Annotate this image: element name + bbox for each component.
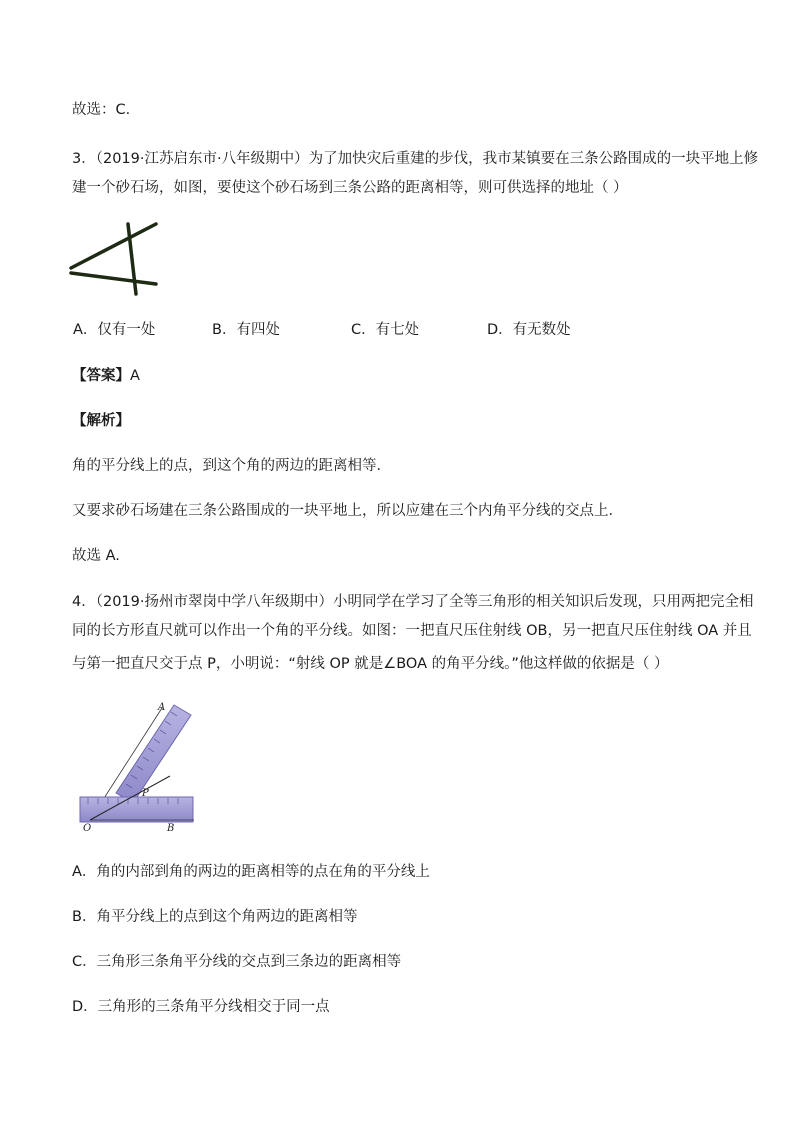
horizontal-ruler	[80, 797, 193, 822]
q4-stem-line-2: 同的长方形直尺就可以作出一个角的平分线。如图：一把直尺压住射线 OB，另一把直尺压住射线 OA 并且	[72, 623, 752, 639]
q3-analysis-line-1: 角的平分线上的点，到这个角的两边的距离相等．	[72, 458, 391, 474]
tilted-ruler	[116, 705, 191, 803]
road-line-1	[71, 224, 156, 268]
label-a: A	[158, 702, 166, 713]
q3-analysis-line-3: 故选 A.	[72, 548, 120, 564]
q3-three-roads-figure	[68, 220, 160, 300]
q4-option-c: C．三角形三条角平分线的交点到三条边的距离相等	[72, 954, 402, 970]
q4-two-rulers-figure	[74, 700, 204, 838]
q3-analysis-line-2: 又要求砂石场建在三条公路围成的一块平地上，所以应建在三个内角平分线的交点上．	[72, 503, 623, 519]
q3-answer	[72, 366, 140, 386]
q4-stem-line-1: 4．（2019·扬州市翠岗中学八年级期中）小明同学在学习了全等三角形的相关知识后发现，只用两把完全相	[72, 594, 754, 610]
previous-answer: 故选：C．	[72, 102, 141, 118]
q3-stem-line-1: 3．（2019·江苏启东市·八年级期中）为了加快灾后重建的步伐，我市某镇要在三条公路围成的一块平地上修	[72, 151, 759, 167]
q3-option-d: D．有无数处	[487, 322, 571, 338]
q3-option-c: C．有七处	[351, 322, 420, 338]
q3-analysis-tag: 【解析】	[72, 413, 130, 429]
q4-option-a: A．角的内部到角的两边的距离相等的点在角的平分线上	[72, 864, 430, 880]
q3-option-a: A．仅有一处	[73, 322, 156, 338]
q4-option-b: B．角平分线上的点到这个角两边的距离相等	[72, 909, 358, 925]
q4-stem-line-3: 与第一把直尺交于点 P，小明说：“射线 OP 就是∠BOA 的角平分线。”他这样做的依据是（ ）	[72, 656, 669, 672]
label-o: O	[83, 823, 92, 834]
road-line-3	[71, 273, 156, 284]
q3-stem-line-2: 建一个砂石场，如图，要使这个砂石场到三条公路的距离相等，则可供选择的地址（ ）	[72, 180, 628, 196]
q4-option-d: D．三角形的三条角平分线相交于同一点	[72, 999, 330, 1015]
answer-tag: 【答案】	[72, 368, 130, 384]
answer-value: A	[130, 368, 140, 384]
label-b: B	[167, 823, 175, 834]
q3-option-b: B．有四处	[212, 322, 280, 338]
label-p: P	[142, 788, 149, 799]
